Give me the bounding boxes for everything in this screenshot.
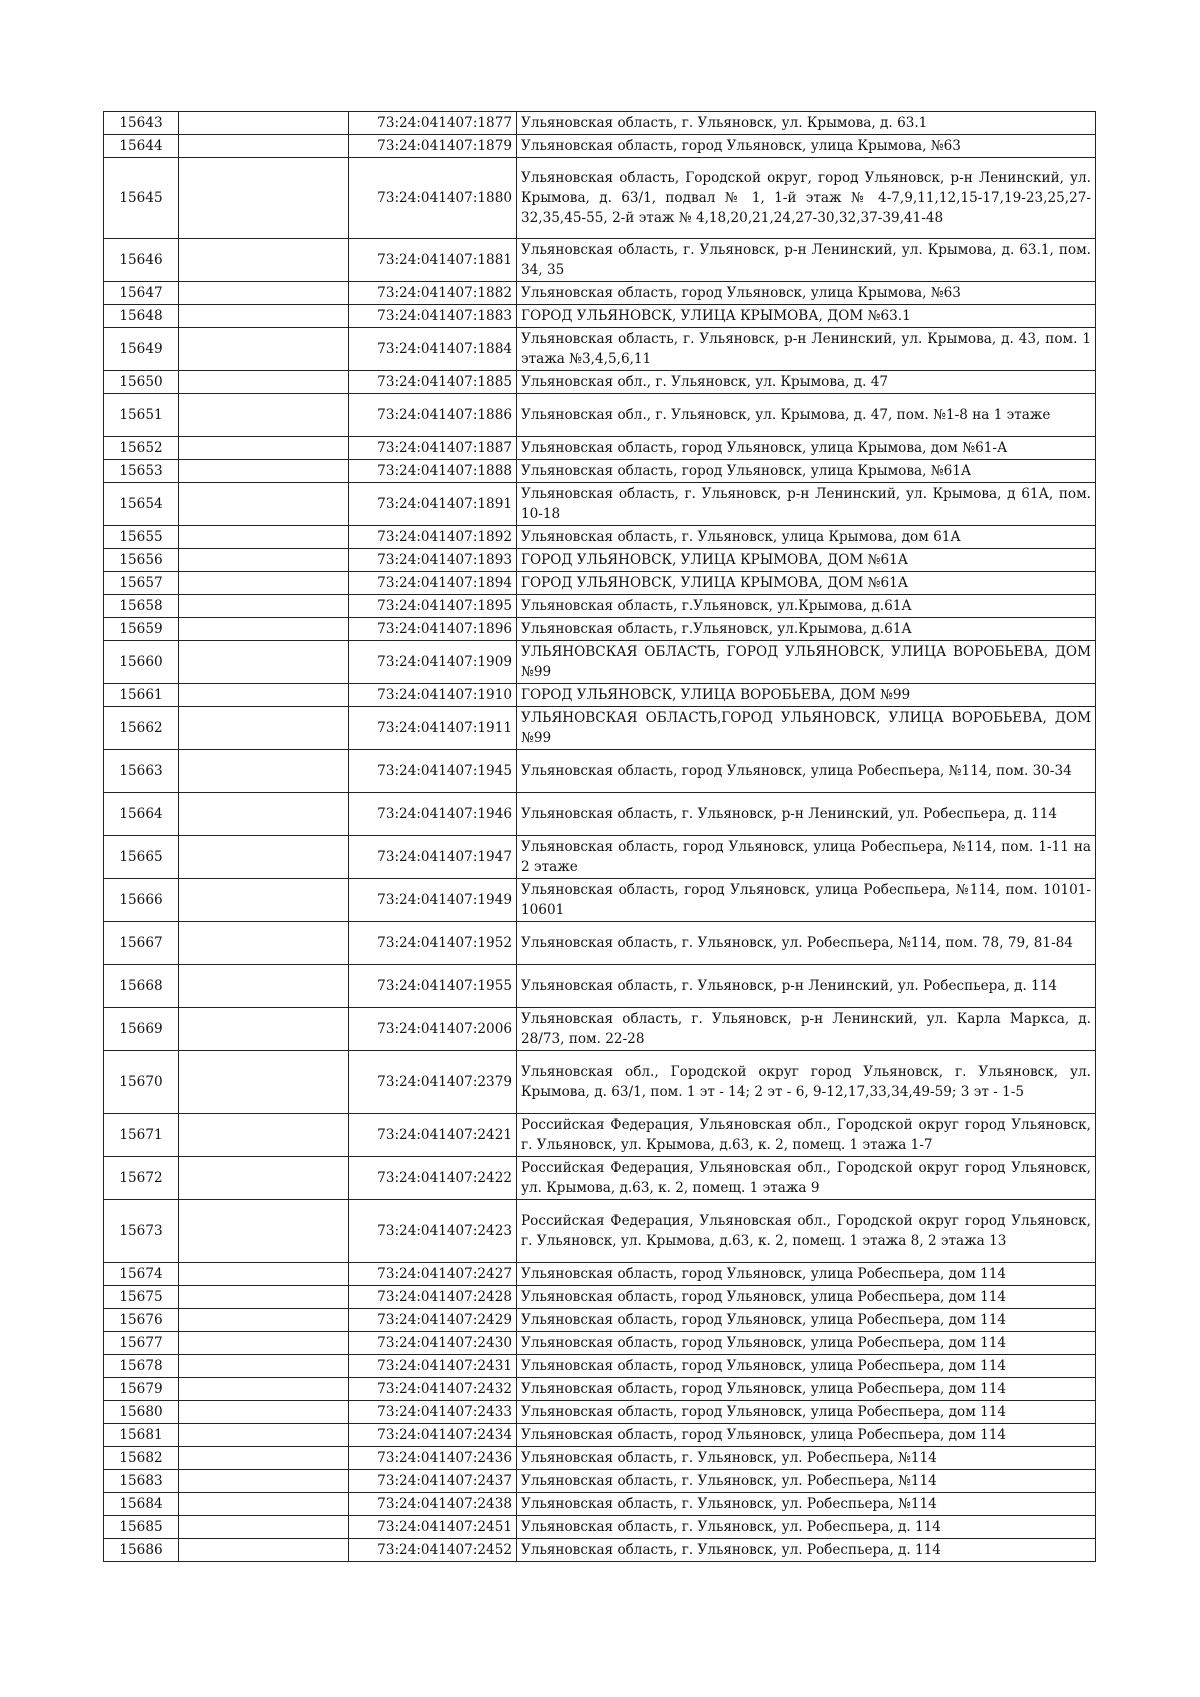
empty-cell xyxy=(179,836,349,879)
address-cell: Ульяновская область, г. Ульяновск, ул. Робеспьера, д. 114 xyxy=(517,1516,1096,1539)
row-number-cell: 15658 xyxy=(104,595,179,618)
address-cell: УЛЬЯНОВСКАЯ ОБЛАСТЬ, ГОРОД УЛЬЯНОВСК, УЛИЦА ВОРОБЬЕВА, ДОМ №99 xyxy=(517,641,1096,684)
empty-cell xyxy=(179,1114,349,1157)
row-number-cell: 15651 xyxy=(104,394,179,437)
address-cell: Ульяновская область, город Ульяновск, улица Робеспьера, дом 114 xyxy=(517,1286,1096,1309)
table-row xyxy=(104,282,1096,305)
table-row xyxy=(104,1114,1096,1157)
cadastral-number-cell: 73:24:041407:1885 xyxy=(349,371,517,394)
cadastral-registry-table xyxy=(103,111,1096,1562)
cadastral-number-cell: 73:24:041407:1888 xyxy=(349,460,517,483)
cadastral-number-cell: 73:24:041407:1947 xyxy=(349,836,517,879)
empty-cell xyxy=(179,305,349,328)
cadastral-number-cell: 73:24:041407:1886 xyxy=(349,394,517,437)
cadastral-number-cell: 73:24:041407:1880 xyxy=(349,158,517,239)
table-row xyxy=(104,1355,1096,1378)
cadastral-number-cell: 73:24:041407:2432 xyxy=(349,1378,517,1401)
row-number-cell: 15643 xyxy=(104,112,179,135)
table-row xyxy=(104,1157,1096,1200)
row-number-cell: 15644 xyxy=(104,135,179,158)
cadastral-number-cell: 73:24:041407:2431 xyxy=(349,1355,517,1378)
cadastral-number-cell: 73:24:041407:2427 xyxy=(349,1263,517,1286)
cadastral-number-cell: 73:24:041407:1955 xyxy=(349,965,517,1008)
empty-cell xyxy=(179,1051,349,1114)
cadastral-number-cell: 73:24:041407:2423 xyxy=(349,1200,517,1263)
table-row xyxy=(104,239,1096,282)
address-cell: Ульяновская область, город Ульяновск, улица Крымова, №63 xyxy=(517,135,1096,158)
cadastral-number-cell: 73:24:041407:1910 xyxy=(349,684,517,707)
table-row xyxy=(104,684,1096,707)
cadastral-number-cell: 73:24:041407:1946 xyxy=(349,793,517,836)
row-number-cell: 15677 xyxy=(104,1332,179,1355)
table-row xyxy=(104,1200,1096,1263)
empty-cell xyxy=(179,595,349,618)
empty-cell xyxy=(179,1286,349,1309)
table-row xyxy=(104,1447,1096,1470)
empty-cell xyxy=(179,1309,349,1332)
table-row xyxy=(104,836,1096,879)
row-number-cell: 15667 xyxy=(104,922,179,965)
address-cell: Российская Федерация, Ульяновская обл., Городской округ город Ульяновск, ул. Крымова, д.63, к. 2, помещ. 1 этажа 9 xyxy=(517,1157,1096,1200)
table-row xyxy=(104,595,1096,618)
cadastral-number-cell: 73:24:041407:2422 xyxy=(349,1157,517,1200)
table-row xyxy=(104,1493,1096,1516)
table-row xyxy=(104,526,1096,549)
cadastral-number-cell: 73:24:041407:2451 xyxy=(349,1516,517,1539)
row-number-cell: 15676 xyxy=(104,1309,179,1332)
address-cell: Ульяновская область, город Ульяновск, улица Крымова, №61А xyxy=(517,460,1096,483)
row-number-cell: 15669 xyxy=(104,1008,179,1051)
cadastral-number-cell: 73:24:041407:2006 xyxy=(349,1008,517,1051)
cadastral-number-cell: 73:24:041407:1891 xyxy=(349,483,517,526)
empty-cell xyxy=(179,1355,349,1378)
empty-cell xyxy=(179,1470,349,1493)
address-cell: Ульяновская область, г. Ульяновск, р-н Ленинский, ул. Крымова, д. 43, пом. 1 этажа №3,4,5,6,11 xyxy=(517,328,1096,371)
row-number-cell: 15683 xyxy=(104,1470,179,1493)
cadastral-number-cell: 73:24:041407:1909 xyxy=(349,641,517,684)
address-cell: ГОРОД УЛЬЯНОВСК, УЛИЦА КРЫМОВА, ДОМ №63.1 xyxy=(517,305,1096,328)
cadastral-number-cell: 73:24:041407:2421 xyxy=(349,1114,517,1157)
empty-cell xyxy=(179,922,349,965)
table-row xyxy=(104,1309,1096,1332)
table-row xyxy=(104,394,1096,437)
address-cell: Ульяновская область, г. Ульяновск, ул. Крымова, д. 63.1 xyxy=(517,112,1096,135)
table-row xyxy=(104,1470,1096,1493)
table-row xyxy=(104,437,1096,460)
row-number-cell: 15684 xyxy=(104,1493,179,1516)
cadastral-number-cell: 73:24:041407:2428 xyxy=(349,1286,517,1309)
row-number-cell: 15671 xyxy=(104,1114,179,1157)
empty-cell xyxy=(179,750,349,793)
empty-cell xyxy=(179,618,349,641)
address-cell: Ульяновская область, город Ульяновск, улица Робеспьера, дом 114 xyxy=(517,1401,1096,1424)
empty-cell xyxy=(179,371,349,394)
empty-cell xyxy=(179,1516,349,1539)
address-cell: Ульяновская область, город Ульяновск, улица Робеспьера, №114, пом. 10101-10601 xyxy=(517,879,1096,922)
cadastral-number-cell: 73:24:041407:2430 xyxy=(349,1332,517,1355)
empty-cell xyxy=(179,1424,349,1447)
empty-cell xyxy=(179,1378,349,1401)
row-number-cell: 15656 xyxy=(104,549,179,572)
address-cell: Ульяновская область, г. Ульяновск, р-н Ленинский, ул. Робеспьера, д. 114 xyxy=(517,793,1096,836)
empty-cell xyxy=(179,526,349,549)
address-cell: Ульяновская область, город Ульяновск, улица Робеспьера, №114, пом. 1-11 на 2 этаже xyxy=(517,836,1096,879)
cadastral-number-cell: 73:24:041407:1892 xyxy=(349,526,517,549)
table-row xyxy=(104,750,1096,793)
cadastral-number-cell: 73:24:041407:2452 xyxy=(349,1539,517,1562)
row-number-cell: 15652 xyxy=(104,437,179,460)
address-cell: Ульяновская область, город Ульяновск, улица Крымова, дом №61-А xyxy=(517,437,1096,460)
address-cell: Ульяновская область, г. Ульяновск, ул. Робеспьера, №114 xyxy=(517,1447,1096,1470)
row-number-cell: 15653 xyxy=(104,460,179,483)
cadastral-number-cell: 73:24:041407:1945 xyxy=(349,750,517,793)
cadastral-number-cell: 73:24:041407:1895 xyxy=(349,595,517,618)
cadastral-number-cell: 73:24:041407:1893 xyxy=(349,549,517,572)
empty-cell xyxy=(179,1401,349,1424)
empty-cell xyxy=(179,1200,349,1263)
cadastral-number-cell: 73:24:041407:1881 xyxy=(349,239,517,282)
row-number-cell: 15650 xyxy=(104,371,179,394)
row-number-cell: 15654 xyxy=(104,483,179,526)
empty-cell xyxy=(179,112,349,135)
row-number-cell: 15670 xyxy=(104,1051,179,1114)
table-row xyxy=(104,1051,1096,1114)
cadastral-number-cell: 73:24:041407:2438 xyxy=(349,1493,517,1516)
cadastral-number-cell: 73:24:041407:1949 xyxy=(349,879,517,922)
address-cell: Ульяновская область, город Ульяновск, улица Робеспьера, дом 114 xyxy=(517,1378,1096,1401)
table-row xyxy=(104,618,1096,641)
empty-cell xyxy=(179,1493,349,1516)
cadastral-number-cell: 73:24:041407:2436 xyxy=(349,1447,517,1470)
row-number-cell: 15661 xyxy=(104,684,179,707)
row-number-cell: 15663 xyxy=(104,750,179,793)
row-number-cell: 15646 xyxy=(104,239,179,282)
empty-cell xyxy=(179,879,349,922)
address-cell: Ульяновская область, г. Ульяновск, р-н Ленинский, ул. Робеспьера, д. 114 xyxy=(517,965,1096,1008)
document-page xyxy=(103,111,1095,1562)
empty-cell xyxy=(179,282,349,305)
table-row xyxy=(104,965,1096,1008)
row-number-cell: 15682 xyxy=(104,1447,179,1470)
table-row xyxy=(104,1263,1096,1286)
address-cell: Ульяновская область, г. Ульяновск, улица Крымова, дом 61А xyxy=(517,526,1096,549)
cadastral-number-cell: 73:24:041407:1894 xyxy=(349,572,517,595)
address-cell: Ульяновская обл., г. Ульяновск, ул. Крымова, д. 47 xyxy=(517,371,1096,394)
cadastral-number-cell: 73:24:041407:2437 xyxy=(349,1470,517,1493)
cadastral-number-cell: 73:24:041407:1883 xyxy=(349,305,517,328)
table-row xyxy=(104,707,1096,750)
address-cell: Ульяновская область, город Ульяновск, улица Робеспьера, дом 114 xyxy=(517,1309,1096,1332)
empty-cell xyxy=(179,1332,349,1355)
address-cell: Ульяновская область, г. Ульяновск, ул. Робеспьера, д. 114 xyxy=(517,1539,1096,1562)
address-cell: Ульяновская область, город Ульяновск, улица Крымова, №63 xyxy=(517,282,1096,305)
empty-cell xyxy=(179,328,349,371)
address-cell: Ульяновская область, г.Ульяновск, ул.Крымова, д.61А xyxy=(517,595,1096,618)
table-row xyxy=(104,572,1096,595)
table-row xyxy=(104,1378,1096,1401)
address-cell: УЛЬЯНОВСКАЯ ОБЛАСТЬ,ГОРОД УЛЬЯНОВСК, УЛИЦА ВОРОБЬЕВА, ДОМ №99 xyxy=(517,707,1096,750)
row-number-cell: 15685 xyxy=(104,1516,179,1539)
table-row xyxy=(104,549,1096,572)
row-number-cell: 15649 xyxy=(104,328,179,371)
row-number-cell: 15664 xyxy=(104,793,179,836)
table-row xyxy=(104,641,1096,684)
empty-cell xyxy=(179,572,349,595)
empty-cell xyxy=(179,158,349,239)
table-row xyxy=(104,371,1096,394)
row-number-cell: 15686 xyxy=(104,1539,179,1562)
table-row xyxy=(104,1008,1096,1051)
row-number-cell: 15675 xyxy=(104,1286,179,1309)
table-row xyxy=(104,793,1096,836)
row-number-cell: 15679 xyxy=(104,1378,179,1401)
row-number-cell: 15673 xyxy=(104,1200,179,1263)
address-cell: ГОРОД УЛЬЯНОВСК, УЛИЦА КРЫМОВА, ДОМ №61А xyxy=(517,572,1096,595)
address-cell: Ульяновская область, город Ульяновск, улица Робеспьера, дом 114 xyxy=(517,1332,1096,1355)
table-row xyxy=(104,305,1096,328)
row-number-cell: 15657 xyxy=(104,572,179,595)
cadastral-number-cell: 73:24:041407:1882 xyxy=(349,282,517,305)
table-row xyxy=(104,460,1096,483)
empty-cell xyxy=(179,1157,349,1200)
row-number-cell: 15659 xyxy=(104,618,179,641)
table-row xyxy=(104,112,1096,135)
table-row xyxy=(104,1401,1096,1424)
table-row xyxy=(104,135,1096,158)
table-row xyxy=(104,1516,1096,1539)
cadastral-number-cell: 73:24:041407:1887 xyxy=(349,437,517,460)
row-number-cell: 15666 xyxy=(104,879,179,922)
empty-cell xyxy=(179,437,349,460)
table-row xyxy=(104,483,1096,526)
empty-cell xyxy=(179,549,349,572)
address-cell: Российская Федерация, Ульяновская обл., Городской округ город Ульяновск, г. Ульяновск, ул. Крымова, д.63, к. 2, помещ. 1 этажа 1-7 xyxy=(517,1114,1096,1157)
cadastral-number-cell: 73:24:041407:1911 xyxy=(349,707,517,750)
empty-cell xyxy=(179,965,349,1008)
address-cell: ГОРОД УЛЬЯНОВСК, УЛИЦА ВОРОБЬЕВА, ДОМ №99 xyxy=(517,684,1096,707)
cadastral-number-cell: 73:24:041407:2434 xyxy=(349,1424,517,1447)
cadastral-number-cell: 73:24:041407:2433 xyxy=(349,1401,517,1424)
table-row xyxy=(104,922,1096,965)
empty-cell xyxy=(179,684,349,707)
address-cell: Ульяновская обл., г. Ульяновск, ул. Крымова, д. 47, пом. №1-8 на 1 этаже xyxy=(517,394,1096,437)
row-number-cell: 15662 xyxy=(104,707,179,750)
row-number-cell: 15678 xyxy=(104,1355,179,1378)
cadastral-number-cell: 73:24:041407:1879 xyxy=(349,135,517,158)
empty-cell xyxy=(179,707,349,750)
row-number-cell: 15645 xyxy=(104,158,179,239)
cadastral-number-cell: 73:24:041407:1952 xyxy=(349,922,517,965)
cadastral-number-cell: 73:24:041407:1884 xyxy=(349,328,517,371)
row-number-cell: 15680 xyxy=(104,1401,179,1424)
row-number-cell: 15674 xyxy=(104,1263,179,1286)
address-cell: Ульяновская область, г. Ульяновск, р-н Ленинский, ул. Крымова, д. 63.1, пом. 34, 35 xyxy=(517,239,1096,282)
address-cell: Ульяновская область, город Ульяновск, улица Робеспьера, №114, пом. 30-34 xyxy=(517,750,1096,793)
empty-cell xyxy=(179,394,349,437)
empty-cell xyxy=(179,1447,349,1470)
row-number-cell: 15660 xyxy=(104,641,179,684)
empty-cell xyxy=(179,239,349,282)
address-cell: Ульяновская область, город Ульяновск, улица Робеспьера, дом 114 xyxy=(517,1263,1096,1286)
row-number-cell: 15648 xyxy=(104,305,179,328)
address-cell: Ульяновская область, г. Ульяновск, ул. Робеспьера, №114 xyxy=(517,1470,1096,1493)
address-cell: Ульяновская область, г. Ульяновск, р-н Ленинский, ул. Крымова, д 61А, пом. 10-18 xyxy=(517,483,1096,526)
address-cell: Ульяновская область, Городской округ, город Ульяновск, р-н Ленинский, ул. Крымова, д. 63/1, подвал № 1, 1-й этаж № 4-7,9,11,12,15-17,19-23,25,27-32,35,45-55, 2-й этаж № 4,18,20,21,24,27-30,32,37-39,41-48 xyxy=(517,158,1096,239)
address-cell: Российская Федерация, Ульяновская обл., Городской округ город Ульяновск, г. Ульяновск, ул. Крымова, д.63, к. 2, помещ. 1 этажа 8, 2 этажа 13 xyxy=(517,1200,1096,1263)
empty-cell xyxy=(179,641,349,684)
row-number-cell: 15647 xyxy=(104,282,179,305)
row-number-cell: 15672 xyxy=(104,1157,179,1200)
cadastral-number-cell: 73:24:041407:1896 xyxy=(349,618,517,641)
empty-cell xyxy=(179,1263,349,1286)
address-cell: ГОРОД УЛЬЯНОВСК, УЛИЦА КРЫМОВА, ДОМ №61А xyxy=(517,549,1096,572)
empty-cell xyxy=(179,483,349,526)
address-cell: Ульяновская область, город Ульяновск, улица Робеспьера, дом 114 xyxy=(517,1424,1096,1447)
table-row xyxy=(104,1286,1096,1309)
empty-cell xyxy=(179,1008,349,1051)
table-row xyxy=(104,328,1096,371)
row-number-cell: 15681 xyxy=(104,1424,179,1447)
table-row xyxy=(104,879,1096,922)
row-number-cell: 15665 xyxy=(104,836,179,879)
address-cell: Ульяновская область, г.Ульяновск, ул.Крымова, д.61А xyxy=(517,618,1096,641)
address-cell: Ульяновская область, город Ульяновск, улица Робеспьера, дом 114 xyxy=(517,1355,1096,1378)
registry-body xyxy=(104,112,1096,1562)
table-row xyxy=(104,1424,1096,1447)
cadastral-number-cell: 73:24:041407:2379 xyxy=(349,1051,517,1114)
address-cell: Ульяновская область, г. Ульяновск, р-н Ленинский, ул. Карла Маркса, д. 28/73, пом. 22-28 xyxy=(517,1008,1096,1051)
row-number-cell: 15668 xyxy=(104,965,179,1008)
address-cell: Ульяновская область, г. Ульяновск, ул. Робеспьера, №114 xyxy=(517,1493,1096,1516)
row-number-cell: 15655 xyxy=(104,526,179,549)
table-row xyxy=(104,1539,1096,1562)
empty-cell xyxy=(179,135,349,158)
table-row xyxy=(104,1332,1096,1355)
cadastral-number-cell: 73:24:041407:2429 xyxy=(349,1309,517,1332)
cadastral-number-cell: 73:24:041407:1877 xyxy=(349,112,517,135)
address-cell: Ульяновская область, г. Ульяновск, ул. Робеспьера, №114, пом. 78, 79, 81-84 xyxy=(517,922,1096,965)
table-row xyxy=(104,158,1096,239)
address-cell: Ульяновская обл., Городской округ город Ульяновск, г. Ульяновск, ул. Крымова, д. 63/1, пом. 1 эт - 14; 2 эт - 6, 9-12,17,33,34,49-59; 3 эт - 1-5 xyxy=(517,1051,1096,1114)
empty-cell xyxy=(179,793,349,836)
empty-cell xyxy=(179,1539,349,1562)
empty-cell xyxy=(179,460,349,483)
